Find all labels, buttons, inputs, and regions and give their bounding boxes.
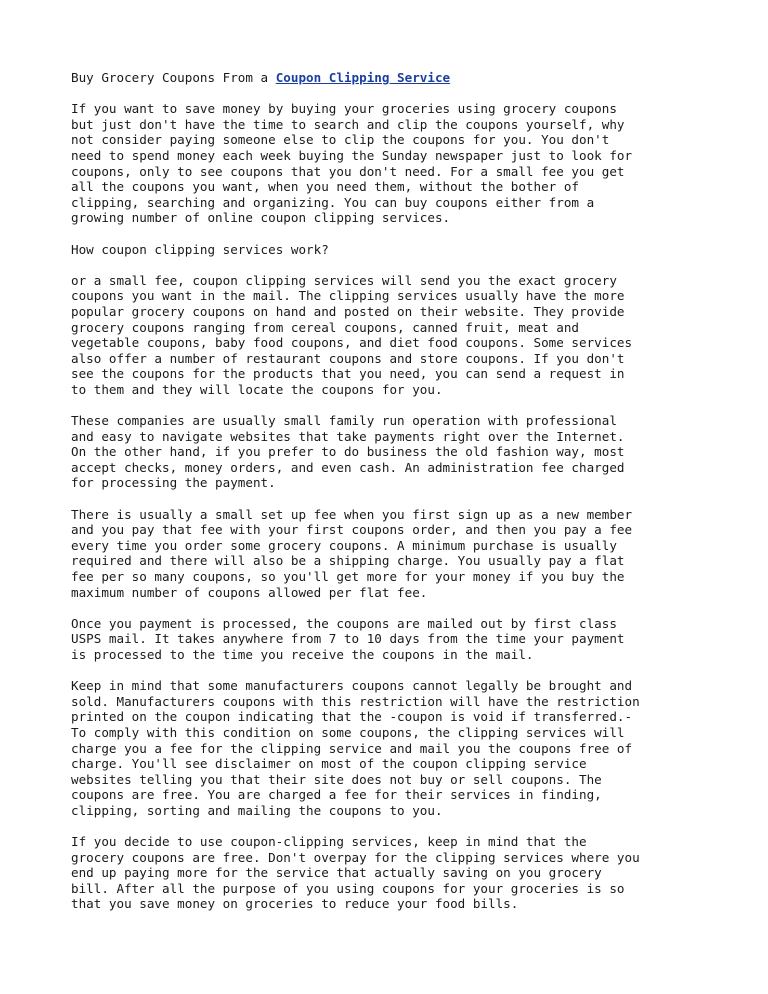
section-heading: How coupon clipping services work? bbox=[71, 241, 329, 257]
fees-paragraph: There is usually a small set up fee when you first sign up as a new member and you pay that fee with your first coupons order, and then you pay a fee every time you order some grocery coupons. A minimum purchase is usually required and there will also be a shipping charge. You usually pay a flat fee per so many coupons, so you'll get more for your money if you buy the maximum number of coupons allowed per flat fee. bbox=[71, 506, 633, 600]
intro-paragraph: If you want to save money by buying your groceries using grocery coupons but just don't have the time to search and clip the coupons yourself, why not consider paying someone else to clip the coupons for you. You don't need to spend money each week buying the Sunday newspaper just to look for coupons, only to see coupons that you don't need. For a small fee you get all the coupons you want, when you need them, without the bother of clipping, searching and organizing. You can buy coupons either from a growing number of online coupon clipping services. bbox=[71, 101, 633, 226]
coupon-clipping-service-link[interactable]: Coupon Clipping Service bbox=[275, 70, 451, 85]
payment-paragraph: Once you payment is processed, the coupons are mailed out by first class USPS mail. It takes anywhere from 7 to 10 days from the time your payment is processed to the time you receive the coupons in the mail. bbox=[71, 615, 625, 662]
legal-paragraph: Keep in mind that some manufacturers coupons cannot legally be brought and sold. Manufacturers coupons with this restriction will have the restriction printed on the coupon indicating that the -coupon is void if transferred.- To comply with this condition on some coupons, the clipping services will charge you a fee for the clipping service and mail you the coupons free of charge. You'll see disclaimer on most of the coupon clipping service websites telling you that their site does not buy or sell coupons. The coupons are free. You are charged a fee for their services in finding, clipping, sorting and mailing the coupons to you. bbox=[71, 678, 640, 818]
document-page bbox=[71, 70, 711, 928]
document-title bbox=[71, 70, 711, 86]
conclusion-paragraph: If you decide to use coupon-clipping services, keep in mind that the grocery coupons are free. Don't overpay for the clipping services where you end up paying more for the service that actually saving on you grocery bill. After all the purpose of you using coupons for your groceries is so that you save money on groceries to reduce your food bills. bbox=[71, 834, 640, 912]
companies-paragraph: These companies are usually small family run operation with professional and easy to navigate websites that take payments right over the Internet. On the other hand, if you prefer to do business the old fashion way, most accept checks, money orders, and even cash. An administration fee charged for processing the payment. bbox=[71, 413, 625, 491]
services-paragraph: or a small fee, coupon clipping services will send you the exact grocery coupons you want in the mail. The clipping services usually have the more popular grocery coupons on hand and posted on their website. They provide grocery coupons ranging from cereal coupons, canned fruit, meat and vegetable coupons, baby food coupons, and diet food coupons. Some services also offer a number of restaurant coupons and store coupons. If you don't see the coupons for the products that you need, you can send a request in to them and they will locate the coupons for you. bbox=[71, 272, 633, 397]
title-prefix: Buy Grocery Coupons From a bbox=[71, 70, 276, 85]
